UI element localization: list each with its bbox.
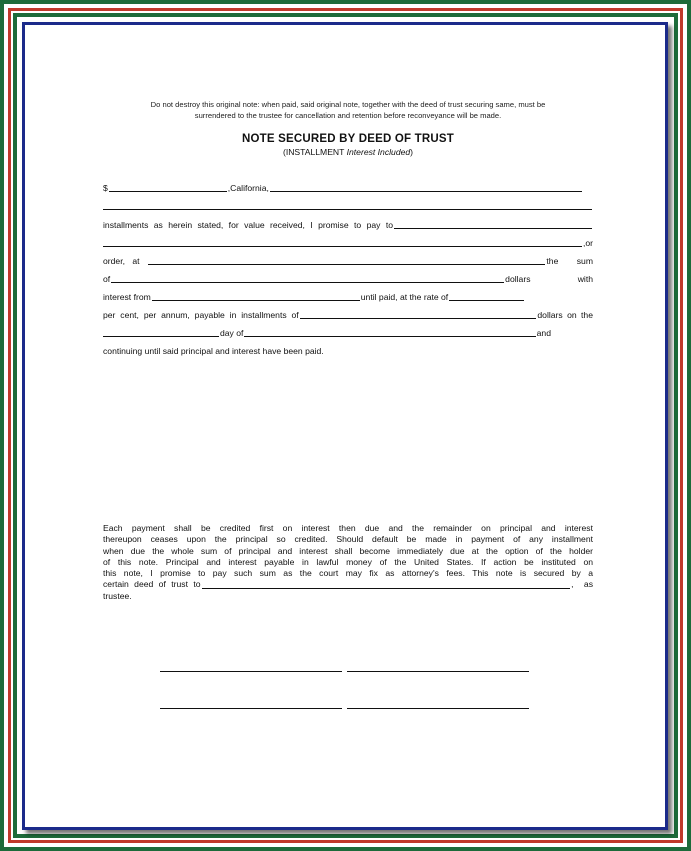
terms-line-6 [103, 579, 593, 590]
of-label: of [103, 274, 111, 284]
form-line-day [103, 328, 593, 339]
order-at-label: order, at [103, 256, 140, 266]
terms-line-3: when due the whole sum of principal and interest shall become immediately due at the option of the holder [103, 545, 593, 556]
place-field[interactable] [148, 256, 546, 265]
date-field[interactable] [270, 183, 582, 192]
day-field[interactable] [103, 328, 219, 337]
trustee-field[interactable] [202, 580, 571, 589]
as-label: , as [571, 579, 593, 590]
continuing-label: continuing until said principal and interest have been paid. [103, 346, 324, 356]
terms-paragraph [103, 523, 593, 602]
until-paid-label: until paid, at the rate of [360, 292, 449, 302]
deed-of-trust-label: certain deed of trust to [103, 579, 201, 590]
form-line-or [103, 238, 593, 249]
form-line-installments [103, 220, 593, 231]
amount-field[interactable] [109, 183, 227, 192]
or-label: ,or [582, 238, 593, 248]
payee-continued-field[interactable] [103, 238, 582, 247]
terms-line-5: this note, I promise to pay such sum as the court may fix as attorney's fees. This note is secured by a [103, 568, 593, 579]
blank-field[interactable] [103, 201, 592, 210]
form-line-blank [103, 201, 593, 212]
document-title: NOTE SECURED BY DEED OF TRUST [242, 133, 454, 145]
rate-field[interactable] [449, 292, 524, 301]
form-line-continuing [103, 346, 593, 357]
subtitle-suffix: ) [410, 147, 414, 157]
dollars-on-the-label: dollars on the [537, 310, 593, 320]
notice-line-1: Do not destroy this original note: when paid, said original note, together with the deed of trust securing same, must be [150, 100, 546, 109]
and-label: and [536, 328, 551, 338]
interest-from-label: interest from [103, 292, 151, 302]
document-page [22, 22, 668, 830]
terms-line-7: trustee. [103, 590, 132, 601]
subtitle-prefix: (INSTALLMENT [282, 147, 347, 157]
installment-amount-field[interactable] [300, 310, 537, 319]
signature-line-3[interactable] [160, 708, 342, 709]
signature-line-1[interactable] [160, 671, 342, 672]
dollar-sign: $ [103, 183, 108, 193]
subtitle-italic: Interest Included [346, 147, 411, 157]
notice-line-2: surrendered to the trustee for cancellation and retention before reconveyance will be made. [194, 110, 502, 120]
form-line-amount [103, 183, 593, 194]
retention-notice [103, 100, 593, 121]
terms-line-4: of this note. Principal and interest payable in lawful money of the United States. If action be instituted on [103, 556, 593, 567]
signature-line-2[interactable] [347, 671, 529, 672]
sum-words-field[interactable] [111, 274, 504, 283]
installments-label: installments as herein stated, for value received, I promise to pay to [103, 220, 393, 230]
dollars-label: dollars [505, 274, 531, 284]
form-line-order [103, 256, 593, 267]
terms-line-1: Each payment shall be credited first on interest then due and the remainder on principal and interest [103, 523, 593, 533]
form-line-of [103, 274, 593, 285]
the-sum-label: the sum [546, 256, 593, 266]
interest-date-field[interactable] [152, 292, 360, 301]
california-label: ,California, [227, 183, 269, 193]
document-subtitle [103, 147, 593, 157]
form-line-interest [103, 292, 593, 303]
month-field[interactable] [244, 328, 535, 337]
signature-line-4[interactable] [347, 708, 529, 709]
form-line-per-cent [103, 310, 593, 321]
day-of-label: day of [220, 328, 244, 338]
per-cent-label: per cent, per annum, payable in installments of [103, 310, 299, 320]
payee-field[interactable] [394, 220, 592, 229]
with-label: with [577, 274, 593, 284]
terms-line-2: thereupon ceases upon the principal so credited. Should default be made in payment of any installment [103, 534, 593, 545]
